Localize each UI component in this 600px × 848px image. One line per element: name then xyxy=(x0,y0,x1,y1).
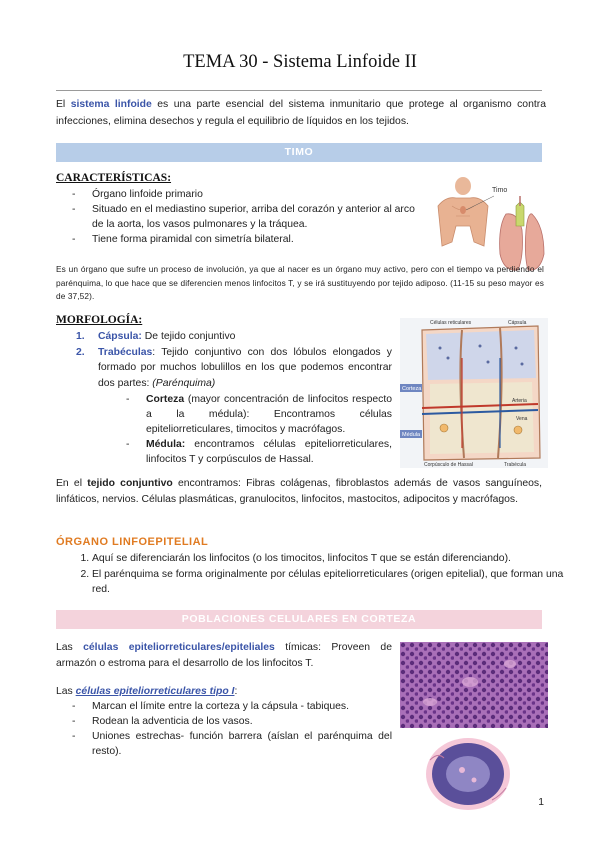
medula-term: Médula: xyxy=(146,439,186,450)
list-item: 2. El parénquima se forma originalmente por células epiteliorreticulares (origen epitelial), que forman una red. xyxy=(92,567,578,598)
list-item: - Órgano linfoide primario xyxy=(56,187,428,202)
hassal-label: Corpúsculo de Hassal xyxy=(424,462,473,468)
micrograph-cortex-image xyxy=(400,642,548,728)
organo-linfoepitelial-list xyxy=(56,551,578,598)
page-title: TEMA 30 - Sistema Linfoide II xyxy=(183,52,417,72)
section-band-timo: TIMO xyxy=(56,143,542,162)
timo-label: Timo xyxy=(492,187,508,194)
list-item: - Uniones estrechas- función barrera (aíslan el parénquima del resto). xyxy=(56,729,392,759)
tipo1-heading xyxy=(56,684,237,700)
intro-lead: El xyxy=(56,99,71,110)
corteza-text: (mayor concentración de linfocitos respecto a la médula): Encontramos células epiteliorreticulares, timocitos y macrófagos. xyxy=(146,394,392,435)
item-number: 2. xyxy=(76,346,85,358)
thymus-lobule-figure xyxy=(400,318,548,468)
micrograph-lobule-image xyxy=(418,730,518,814)
tipo1-colon: : xyxy=(234,686,238,697)
corteza-item xyxy=(110,392,392,437)
list-item: 1. Aquí se diferenciarán los linfocitos (o los timocitos, linfocitos T que se están diferenciando). xyxy=(92,551,578,567)
tipo1-lead: Las xyxy=(56,686,76,697)
epiteliales-paragraph xyxy=(56,640,392,672)
list-item: - Rodean la adventicia de los vasos. xyxy=(56,714,392,729)
morfologia-heading: MORFOLOGÍA: xyxy=(56,314,143,326)
thymus-lobule-diagram xyxy=(400,318,548,468)
medula-item xyxy=(110,437,392,467)
p1-lead: Las xyxy=(56,642,84,653)
corteza-term: Corteza xyxy=(146,394,185,405)
micrograph-lobule xyxy=(418,730,518,814)
organo-linfoepitelial-heading: ÓRGANO LINFOEPITELIAL xyxy=(56,536,209,548)
list-item: - Marcan el límite entre la corteza y la cápsula - tabiques. xyxy=(56,699,392,714)
morfologia-item-trabeculas xyxy=(76,345,392,392)
celulas-label: Células reticulares xyxy=(430,320,472,326)
intro-highlight: sistema linfoide xyxy=(70,99,152,110)
section-band-poblaciones: POBLACIONES CELULARES EN CORTEZA xyxy=(56,610,542,629)
trabeculas-term: Trabéculas xyxy=(98,346,153,358)
epiteliales-term: células epiteliorreticulares/epiteliales xyxy=(83,642,275,653)
item-number: 1. xyxy=(76,331,85,342)
list-item: - Situado en el mediastino superior, arriba del corazón y anterior al arco de la aorta, los vasos pulmonares y la tráquea. xyxy=(56,202,428,232)
arteria-label: Arteria xyxy=(512,398,527,404)
tipo1-list xyxy=(56,699,392,759)
capsula-label: Cápsula xyxy=(508,320,527,326)
tejido-conjuntivo-paragraph xyxy=(56,476,542,508)
corteza-label: Corteza xyxy=(402,386,422,392)
trabeculas-text: : Tejido conjuntivo con dos lóbulos elongados y formado por muchos lobulillos en los que podemos encontrar dos partes: xyxy=(98,346,392,389)
capsula-term: Cápsula: xyxy=(98,331,142,342)
medula-label: Médula xyxy=(402,432,421,438)
intro-paragraph xyxy=(56,96,546,130)
p1-text: tímicas: Proveen de armazón o estroma para el desarrollo de los linfocitos T. xyxy=(56,642,392,669)
caracteristicas-list xyxy=(56,187,428,247)
capsula-text: De tejido conjuntivo xyxy=(141,331,236,342)
tejido-lead: En el xyxy=(56,478,88,489)
intro-rest: es una parte esencial del sistema inmunitario que protege al organismo contra infecciones, elimina desechos y regula el equilibrio de líquidos en los tejidos. xyxy=(56,99,546,127)
morfologia-item-capsula xyxy=(76,329,392,345)
list-item: - Tiene forma piramidal con simetría bilateral. xyxy=(56,232,428,247)
page-number: 1 xyxy=(538,797,544,808)
tipo1-term: células epiteliorreticulares tipo I xyxy=(75,686,235,697)
caracteristicas-heading: CARACTERÍSTICAS: xyxy=(56,172,172,184)
title-rule xyxy=(56,90,542,91)
tejido-term: tejido conjuntivo xyxy=(87,478,173,489)
parenquima-list xyxy=(110,392,392,467)
vena-label: Vena xyxy=(516,416,528,422)
trabecula-label: Trabécula xyxy=(504,462,527,468)
micrograph-cortex xyxy=(400,642,548,728)
involucion-paragraph: Es un órgano que sufre un proceso de involución, ya que al nacer es un órgano muy activo, pero con el tiempo va perdiendo el parénquima, lo que hace que se diferencien menos linfocitos T, y se irá sustituyendo por tejido adiposo. (11-15 su peso mayor es de 37,52). xyxy=(56,264,544,301)
morfologia-list xyxy=(76,329,392,467)
medula-text: encontramos células epiteliorreticulares, linfocitos T y corpúsculos de Hassal. xyxy=(146,439,392,465)
trabeculas-italic: (Parénquima) xyxy=(152,377,216,389)
tejido-text: encontramos: Fibras colágenas, fibroblastos además de vasos sanguíneos, linfáticos, nervios. Células plasmáticas, granulocitos, linfocitos, mastocitos, adipocitos y macrófagos. xyxy=(56,478,543,505)
